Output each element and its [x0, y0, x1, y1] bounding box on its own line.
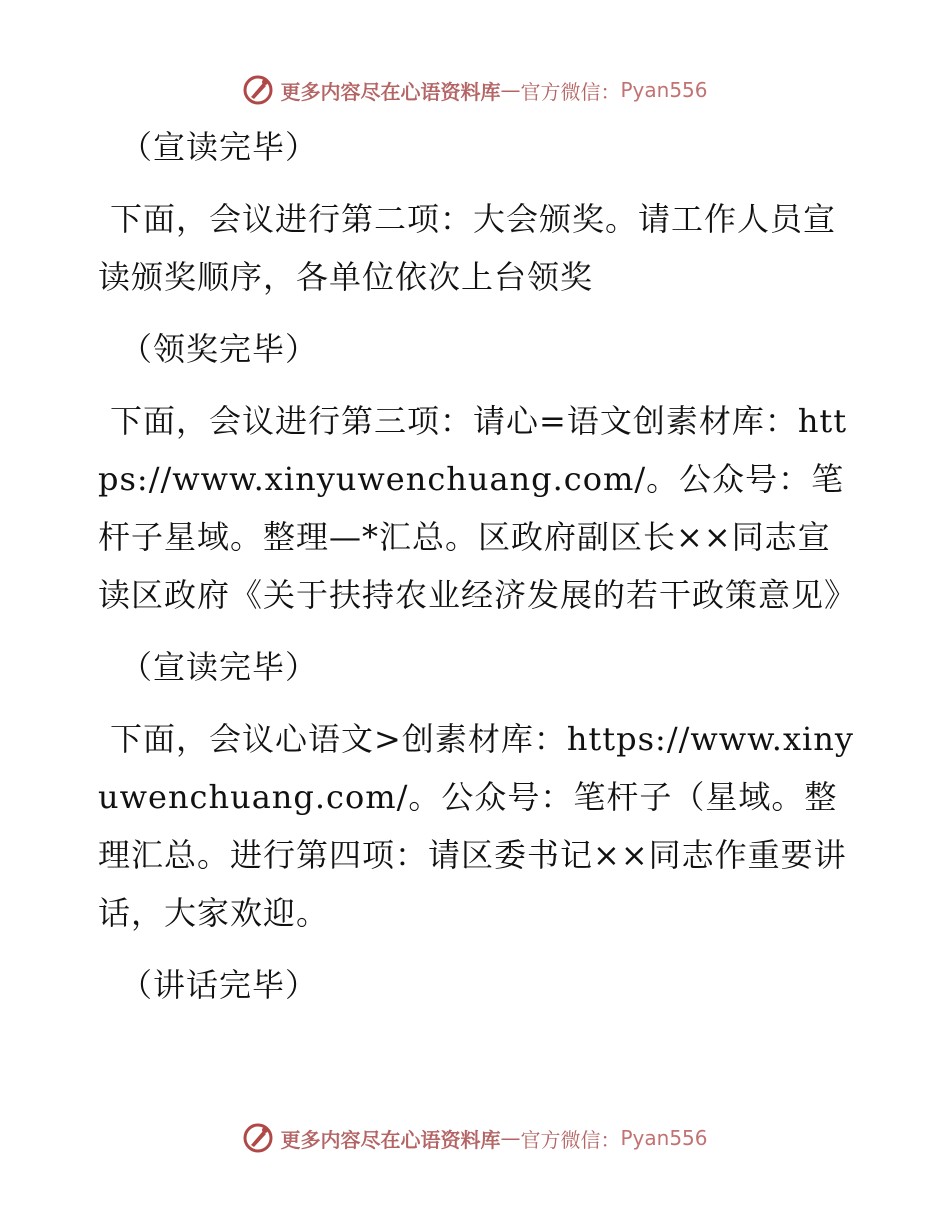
note-speech-complete: （讲话完毕） — [120, 966, 319, 1004]
watermark-wechat-label: 官方微信： — [520, 79, 621, 104]
watermark-wechat-label: 官方微信： — [520, 1127, 621, 1152]
document-body — [98, 118, 858, 1014]
watermark-dash: — — [500, 1126, 521, 1150]
note-reading-complete: （宣读完毕） — [120, 128, 319, 166]
watermark-footer — [0, 1118, 950, 1158]
paragraph-item-two: 下面，会议进行第二项：大会颁奖。请工作人员宣读颁奖顺序，各单位依次上台领奖 — [98, 200, 837, 296]
watermark-wechat-id: Pyan556 — [620, 1126, 708, 1150]
pen-logo-icon — [242, 1122, 274, 1154]
watermark-main-text: 更多内容尽在心语资料库 — [280, 79, 501, 104]
pen-logo-icon — [242, 74, 274, 106]
paragraph-item-four: 下面，会议心语文>创素材库：https://www.xinyuwenchuang.com/。公众号：笔杆子（星域。整理汇总。进行第四项：请区委书记××同志作重要讲话，大家欢迎。 — [98, 720, 854, 932]
paragraph-item-three: 下面，会议进行第三项：请心=语文创素材库：https://www.xinyuwenchuang.com/。公众号：笔杆子星域。整理—*汇总。区政府副区长××同志宣读区政府《关于扶持农业经济发展的若干政策意见》 — [98, 402, 858, 614]
note-reading-complete-2: （宣读完毕） — [120, 648, 319, 686]
note-award-complete: （领奖完毕） — [120, 330, 319, 368]
watermark-wechat-id: Pyan556 — [620, 78, 708, 102]
watermark-dash: — — [500, 78, 521, 102]
watermark-header — [0, 70, 950, 110]
watermark-main-text: 更多内容尽在心语资料库 — [280, 1127, 501, 1152]
